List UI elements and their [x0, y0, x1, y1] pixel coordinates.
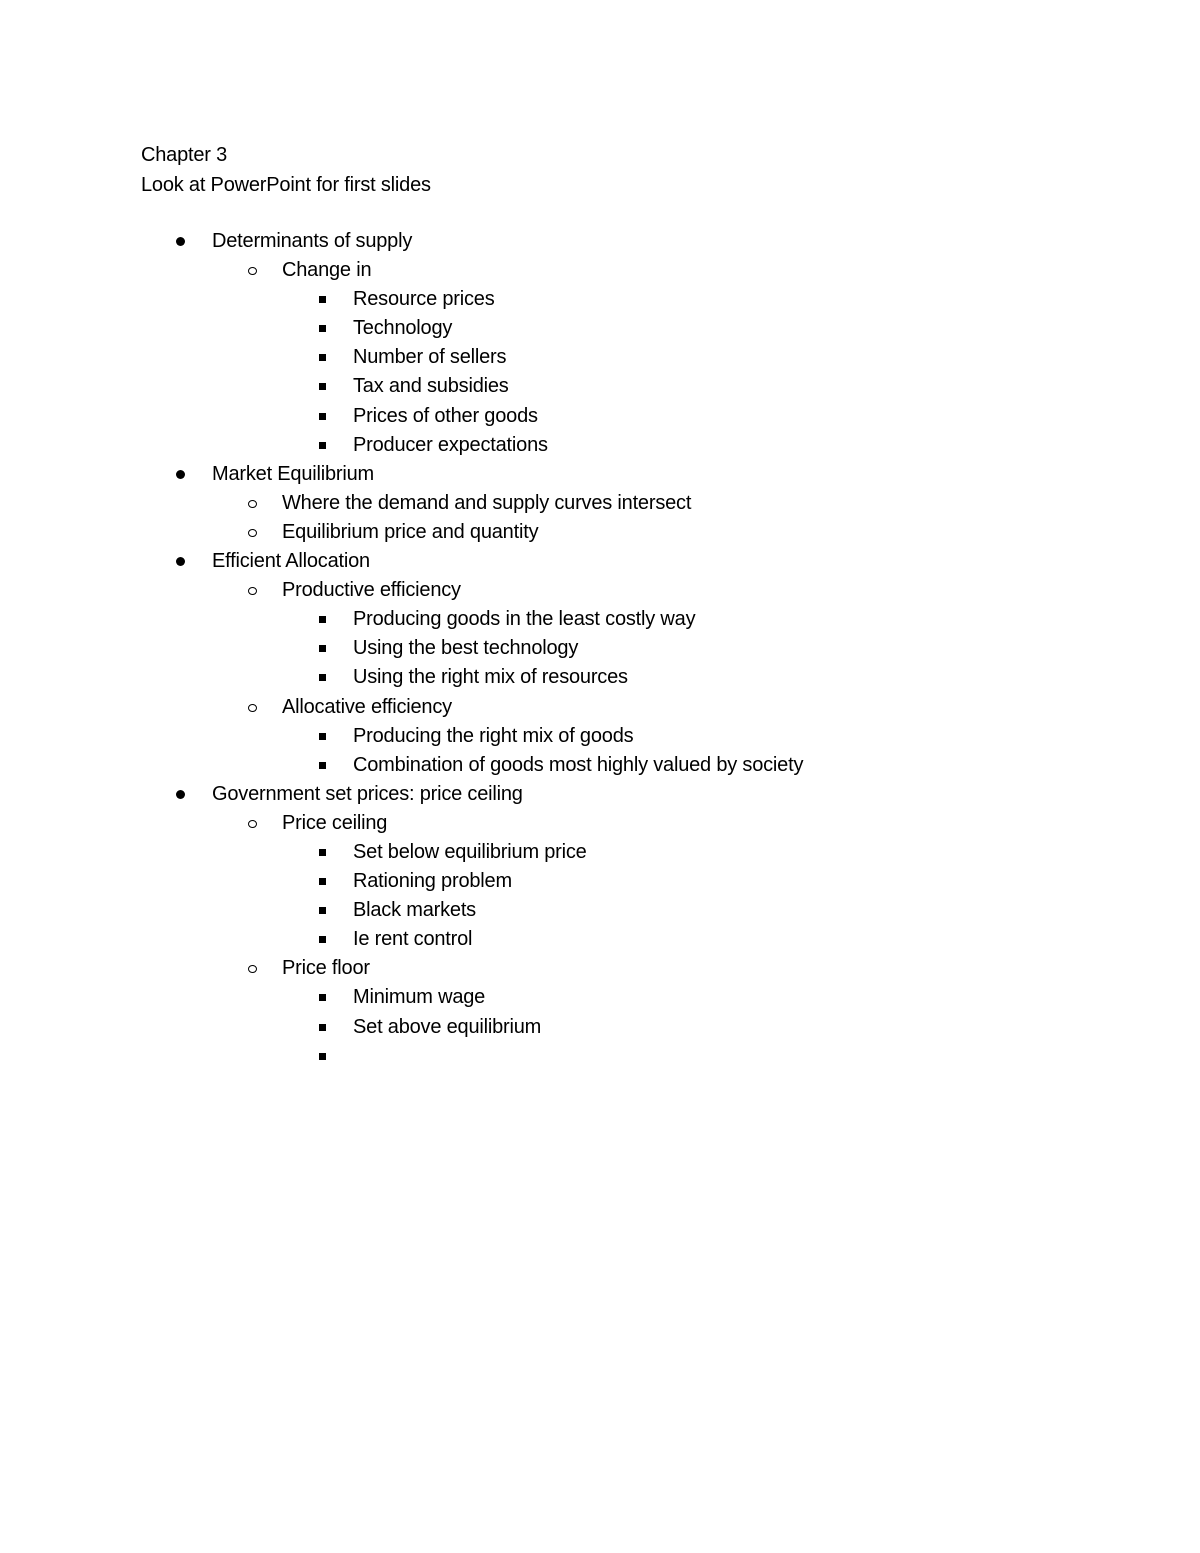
outline-detail: [141, 372, 1091, 401]
outline-detail: [141, 1013, 1091, 1042]
outline-subitem-text: Equilibrium price and quantity: [282, 520, 539, 543]
bullet-disc-icon: [175, 227, 187, 256]
blank-line: [141, 200, 1091, 227]
outline-subitem-text: Price floor: [282, 957, 370, 980]
outline-detail: [141, 634, 1091, 663]
outline-detail-text: Set above equilibrium: [353, 1015, 542, 1038]
outline-detail-text: Using the right mix of resources: [353, 666, 628, 689]
outline-detail: [141, 431, 1091, 460]
outline-detail: [141, 314, 1091, 343]
outline-detail: [141, 285, 1091, 314]
bullet-circle-icon: [247, 576, 261, 605]
outline-detail-text: Using the best technology: [353, 637, 579, 660]
outline-subitem: [141, 518, 1091, 547]
outline-detail-text: Producing goods in the least costly way: [353, 608, 696, 631]
bullet-circle-icon: [247, 693, 261, 722]
bullet-square-icon: [318, 983, 328, 1012]
bullet-square-icon: [318, 722, 328, 751]
outline-subitem-text: Price ceiling: [282, 811, 388, 834]
outline-detail-text: Technology: [353, 317, 453, 340]
outline-detail-text: Tax and subsidies: [353, 375, 509, 398]
outline-subitem-text: Allocative efficiency: [282, 695, 452, 718]
outline-item: [141, 547, 1091, 576]
outline-detail: [141, 983, 1091, 1012]
outline-item: [141, 227, 1091, 256]
outline-detail: [141, 722, 1091, 751]
outline-subitem: [141, 809, 1091, 838]
outline-detail-text: Rationing problem: [353, 870, 512, 893]
outline-subitem: [141, 576, 1091, 605]
bullet-square-icon: [318, 1042, 328, 1071]
bullet-square-icon: [318, 896, 328, 925]
outline-item-text: Efficient Allocation: [212, 550, 370, 573]
bullet-square-icon: [318, 314, 328, 343]
outline-item-text: Determinants of supply: [212, 230, 413, 252]
bullet-circle-icon: [247, 489, 261, 518]
outline-detail-text: Combination of goods most highly valued by society: [353, 753, 804, 776]
outline-item: [141, 460, 1091, 489]
bullet-square-icon: [318, 402, 328, 431]
bullet-square-icon: [318, 1013, 328, 1042]
bullet-square-icon: [318, 431, 328, 460]
bullet-square-icon: [318, 663, 328, 692]
bullet-circle-icon: [247, 256, 261, 285]
outline-subitem-text: Where the demand and supply curves intersect: [282, 491, 692, 514]
bullet-circle-icon: [247, 809, 261, 838]
bullet-square-icon: [318, 634, 328, 663]
outline-subitem-text: Change in: [282, 259, 372, 282]
outline-detail-text: Number of sellers: [353, 346, 507, 369]
outline-subitem: [141, 489, 1091, 518]
outline-list: [141, 227, 1091, 1071]
outline-detail: [141, 343, 1091, 372]
outline-detail: [141, 605, 1091, 634]
bullet-disc-icon: [175, 780, 187, 809]
outline-detail-text: Minimum wage: [353, 986, 486, 1009]
outline-detail-text: Resource prices: [353, 288, 495, 311]
bullet-circle-icon: [247, 954, 261, 983]
outline-detail: [141, 663, 1091, 692]
chapter-title: Chapter 3: [141, 144, 228, 166]
outline-detail: [141, 402, 1091, 431]
outline-detail-empty: [141, 1042, 1091, 1071]
bullet-disc-icon: [175, 460, 187, 489]
outline-detail: [141, 838, 1091, 867]
bullet-square-icon: [318, 838, 328, 867]
outline-subitem-text: Productive efficiency: [282, 579, 461, 602]
outline-detail-text: Producer expectations: [353, 433, 548, 456]
intro-note: Look at PowerPoint for first slides: [141, 173, 431, 196]
outline-item-text: Government set prices: price ceiling: [212, 782, 523, 805]
outline-detail: [141, 896, 1091, 925]
outline-detail: [141, 751, 1091, 780]
outline-detail-text: Black markets: [353, 899, 476, 922]
bullet-square-icon: [318, 925, 328, 954]
bullet-disc-icon: [175, 547, 187, 576]
document-body: [141, 141, 1091, 1071]
bullet-square-icon: [318, 867, 328, 896]
outline-detail-text: Ie rent control: [353, 928, 473, 951]
outline-item: [141, 780, 1091, 809]
bullet-square-icon: [318, 372, 328, 401]
outline-detail: [141, 867, 1091, 896]
outline-detail-text: Producing the right mix of goods: [353, 724, 634, 747]
outline-detail: [141, 925, 1091, 954]
bullet-square-icon: [318, 605, 328, 634]
outline-subitem: [141, 693, 1091, 722]
outline-item-text: Market Equilibrium: [212, 462, 375, 485]
bullet-circle-icon: [247, 518, 261, 547]
bullet-square-icon: [318, 285, 328, 314]
outline-detail-text: Set below equilibrium price: [353, 840, 587, 863]
outline-detail-text: Prices of other goods: [353, 404, 538, 427]
bullet-square-icon: [318, 751, 328, 780]
outline-subitem: [141, 954, 1091, 983]
bullet-square-icon: [318, 343, 328, 372]
outline-subitem: [141, 256, 1091, 285]
